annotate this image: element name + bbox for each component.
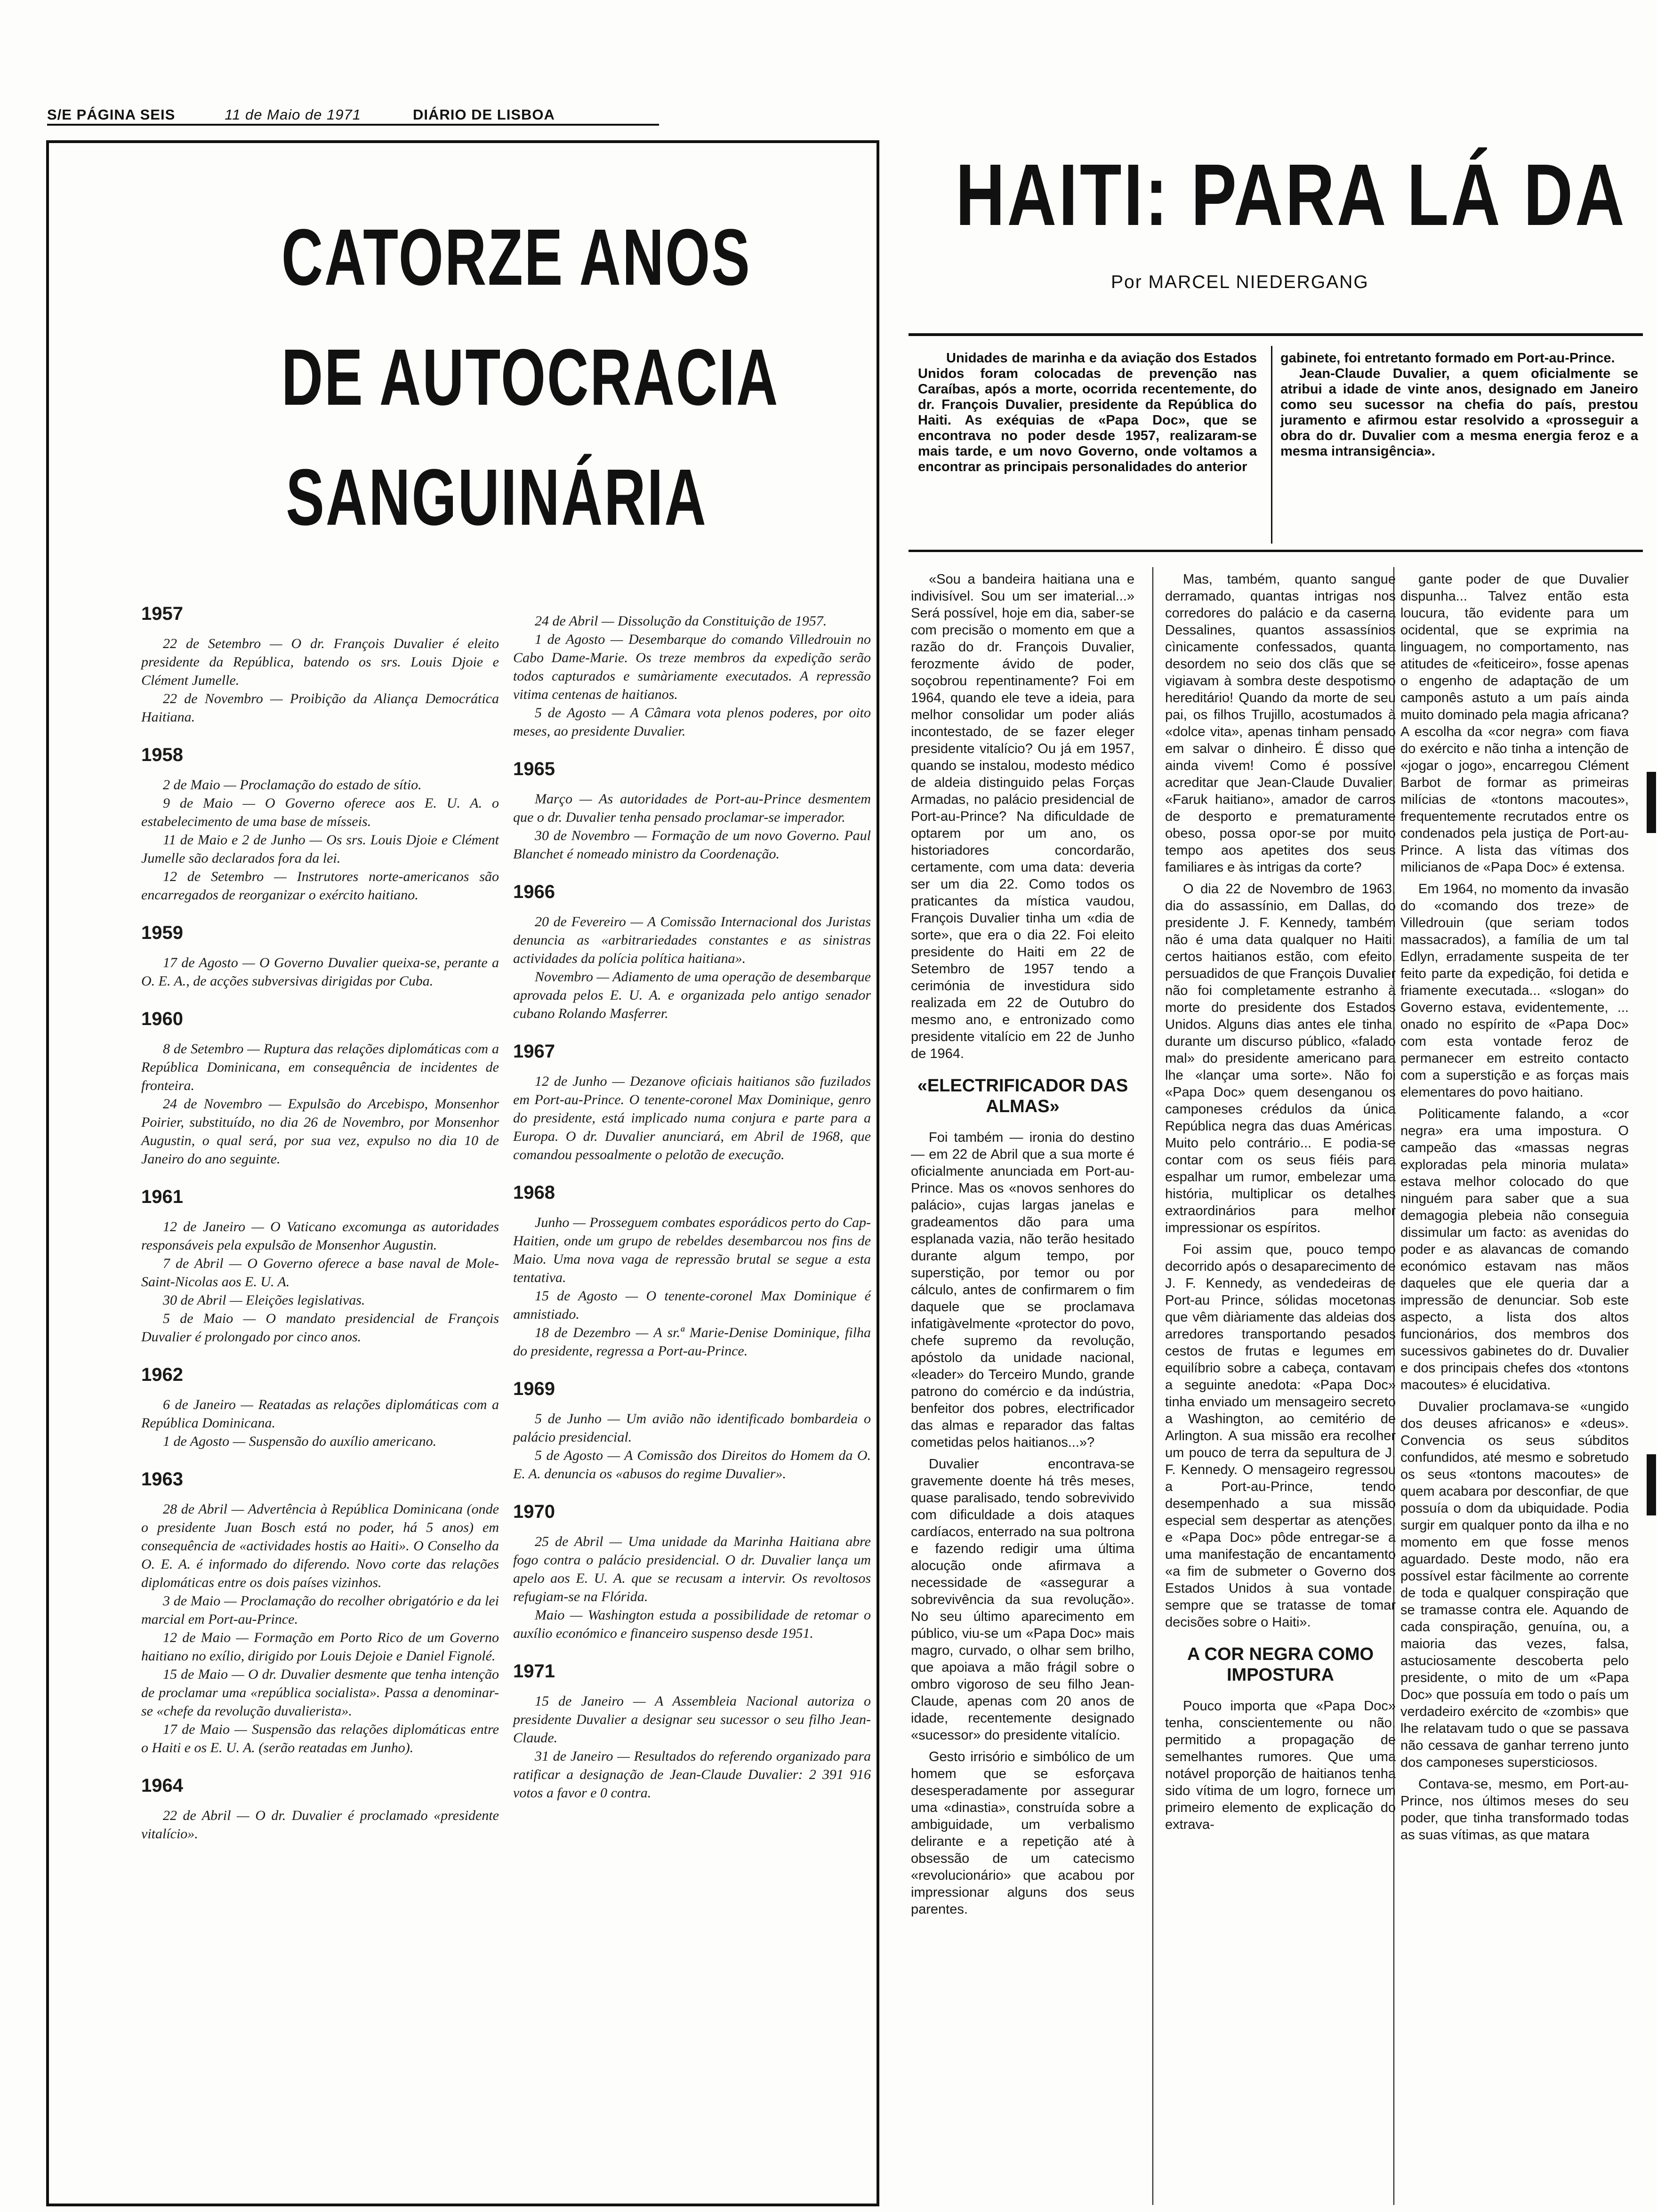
section-heading: «ELECTRIFICADOR DAS ALMAS»	[917, 1076, 1128, 1116]
lead-bottom-rule	[909, 550, 1643, 552]
chronology-entry: 12 de Junho — Dezanove oficiais haitianos são fuzilados em Port-au-Prince. O tenente-coronel Max Dominique, genro do presidente, está implicado numa conjura e parte para a Europa. O dr. Duvalier anunciará, em Abril de 1968, que comandou pessoalmente o pelotão de execução.	[513, 1074, 871, 1162]
chronology-entry: 8 de Setembro — Ruptura das relações diplomáticas com a República Dominicana, em consequência de incidentes de fronteira.	[141, 1041, 499, 1093]
chronology-entry: Maio — Washington estuda a possibilidade de retomar o auxílio económico e financeiro suspenso desde 1951.	[513, 1607, 871, 1641]
chronology-entry: 24 de Novembro — Expulsão do Arcebispo, Monsenhor Poirier, substituído, no dia 26 de Novembro, por Monsenhor Augustin, o qual será, por sua vez, expulso no dia 10 de Janeiro do ano seguinte.	[141, 1096, 499, 1167]
header-rule	[47, 124, 659, 126]
chronology-year: 1970	[513, 1501, 555, 1522]
margin-marker	[1647, 1454, 1656, 1515]
chronology-entry: 7 de Abril — O Governo oferece a base naval de Mole-Saint-Nicolas aos E. U. A.	[141, 1256, 499, 1290]
chronology-entry: 5 de Junho — Um avião não identificado bombardeia o palácio presidencial.	[513, 1411, 871, 1445]
chronology-year: 1967	[513, 1041, 555, 1062]
chronology-entry: Junho — Prosseguem combates esporádicos perto do Cap-Haitien, onde um grupo de rebeldes desembarcou nos fins de Maio. Uma nova vaga de repressão brutal se segue a esta tentativa.	[513, 1215, 871, 1285]
chronology-year: 1964	[141, 1775, 183, 1796]
body-paragraph: Duvalier proclamava-se «ungido dos deuses africanos» e «deus». Convencia os seus súbditos confundidos, até mesmo e sobretudo os seus «tontons macoutes» de quem acabara por desconfiar, de que possuía o dom da ubiquidade. Podia surgir em qualquer ponto da ilha e no momento em que fosse menos aguardado. Deste modo, não era possível estar fàcilmente ao corrente de toda e qualquer conspiração que se tramasse contra ele. Aquando de cada conspiração, genuína, ou, a maioria das vezes, falsa, astuciosamente descoberta pelo presidente, o mito de um «Papa Doc» que possuía em todo o país um verdadeiro exército de «zombis» que lhe relatavam tudo o que se passava não cessava de ganhar terreno junto dos camponeses supersticiosos.	[1400, 1399, 1629, 1770]
chronology-entry: 24 de Abril — Dissolução da Constituição de 1957.	[535, 613, 827, 629]
body-paragraph: Politicamente falando, a «cor negra» era uma impostura. O campeão das «massas negras exploradas pela minoria mulata» estava melhor colocado do que ninguém para saber que a sua demagogia plebeia não conseguia dissimular um facto: as avenidas do poder e as alavancas de comando económico estavam nas mãos daqueles que ele queria dar a impressão de denunciar. Sob este aspecto, a lista dos altos funcionários, dos membros dos sucessivos gabinetes do dr. Duvalier e dos principais chefes dos «tontons macoutes» é elucidativa.	[1400, 1106, 1629, 1393]
chronology-year: 1961	[141, 1186, 183, 1207]
lead-column-rule	[1271, 346, 1272, 544]
lead-text: Jean-Claude Duvalier, a quem oficialmente se atribui a idade de vinte anos, designado em Janeiro como seu sucessor na chefia do país, prestou juramento e afirmou estar resolvido a «prosseguir a obra do dr. Duvalier com a mesma energia feroz e a mesma intransigência».	[1280, 366, 1638, 459]
chronology-entry: 6 de Janeiro — Reatadas as relações diplomáticas com a República Dominicana.	[141, 1397, 499, 1431]
chronology-year: 1969	[513, 1378, 555, 1399]
chronology-entry: 22 de Setembro — O dr. François Duvalier é eleito presidente da República, batendo os srs. Louis Djoie e Clément Jumelle.	[141, 636, 499, 688]
right-article-title: HAITI: PARA LÁ DA	[956, 146, 1627, 244]
chronology-entry: 9 de Maio — O Governo oferece aos E. U. A. o estabelecimento de uma base de mísseis.	[141, 795, 499, 829]
chronology-entry: 30 de Novembro — Formação de um novo Governo. Paul Blanchet é nomeado ministro da Coordenação.	[513, 828, 871, 862]
chronology-entry: 1 de Agosto — Suspensão do auxílio americano.	[163, 1434, 437, 1449]
body-column-3	[1400, 571, 1629, 1843]
title-line: SANGUINÁRIA	[286, 453, 708, 542]
body-paragraph: «Sou a bandeira haitiana una e indivisível. Sou um ser imaterial...» Será possível, hoje em dia, saber-se com precisão o momento em que a razão do dr. François Duvalier, ferozmente ávido de poder, soçobrou repentinamente? Foi em 1964, quando ele teve a ideia, para melhor consolidar um poder aliás incontestado, de se fazer eleger presidente vitalício? Ou já em 1957, quando se instalou, modesto médico de aldeia distinguido pelas Forças Armadas, no palácio presidencial de Port-au-Prince? Na dificuldade de optarem por um ano, os historiadores concordarão, certamente, com uma data: deveria ser um dia 22. Como todos os praticantes da mística vaudou, François Duvalier tinha um «dia de sorte», que era o dia 22. Foi eleito presidente do Haiti em 22 de Setembro de 1957 tendo a cerimónia de investidura sido realizada em 22 de Outubro do mesmo ano, e entronizado como presidente vitalício em 22 de Junho de 1964.	[911, 572, 1134, 1061]
body-paragraph: gante poder de que Duvalier dispunha... Talvez então esta loucura, tão evidente para um ocidental, que se exprimia na linguagem, no comportamento, nas atitudes de «feiticeiro», fosse apenas o engenho de adaptação de um camponês astuto a um país ainda muito dominado pela magia africana? A escolha da «cor negra» com fiava do exército e não tinha a intenção de «jogar o jogo», encarregou Clément Barbot de formar as primeiras milícias de «tontons macoutes», frequentemente recrutados entre os condenados pela justiça de Port-au-Prince. A lista das vítimas dos milicianos de «Papa Doc» é extensa.	[1400, 572, 1629, 875]
chronology-entry: 30 de Abril — Eleições legislativas.	[163, 1292, 365, 1308]
chronology-entry: 17 de Agosto — O Governo Duvalier queixa-se, perante a O. E. A., de acções subversivas dirigidas por Cuba.	[141, 955, 499, 989]
chronology-entry: 18 de Dezembro — A sr.ª Marie-Denise Dominique, filha do presidente, regressa a Port-au-Prince.	[513, 1325, 871, 1359]
chronology-entry: 5 de Maio — O mandato presidencial de François Duvalier é prolongado por cinco anos.	[141, 1311, 499, 1345]
chronology-column-2	[513, 612, 871, 1802]
chronology-entry: 22 de Abril — O dr. Duvalier é proclamado «presidente vitalício».	[141, 1808, 499, 1842]
chronology-year: 1965	[513, 759, 555, 779]
body-paragraph: O dia 22 de Novembro de 1963, dia do assassínio, em Dallas, do presidente J. F. Kennedy, também não é uma data qualquer no Haiti: certos haitianos estão, com efeito, persuadidos de que François Duvalier não foi completamente estranho à morte do presidente dos Estados Unidos. Alguns dias antes ele tinha, durante um discurso público, «falado mal» do presidente americano para lhe «lançar uma sorte». Não foi «Papa Doc» quem desenganou os camponeses crédulos da única República negra das duas Américas. Muito pelo contrário... E podia-se contar com os seus fiéis para espalhar um rumor, embelezar uma história, multiplicar os detalhes extraordinários para melhor impressionar os espíritos.	[1165, 882, 1396, 1235]
left-article-title	[281, 198, 780, 558]
chronology-entry: 11 de Maio e 2 de Junho — Os srs. Louis Djoie e Clément Jumelle são declarados fora da lei.	[141, 832, 499, 866]
body-paragraph: Pouco importa que «Papa Doc» tenha, conscientemente ou não, permitido a propagação de semelhantes rumores. Que uma notável proporção de haitianos tenha sido vítima de um logro, fornece um primeiro elemento de explicação do extrava-	[1165, 1699, 1396, 1832]
chronology-entry: 3 de Maio — Proclamação do recolher obrigatório e da lei marcial em Port-au-Prince.	[141, 1593, 499, 1627]
body-paragraph: Mas, também, quanto sangue derramado, quantas intrigas nos corredores do palácio e da caserna Dessalines, quantos assassínios cìnicamente confessados, quanta desordem no seio dos clãs que se vigiavam à sombra deste despotismo hereditário! Quando da morte de seu pai, os filhos Trujillo, acostumados à «dolce vita», apenas tinham pensado em salvar o dinheiro. É disso que ainda vivem! Como é possível acreditar que Jean-Claude Duvalier, «Faruk haitiano», amador de carros de desporto e prematuramente obeso, possa opor-se por muito tempo aos apetites dos seus familiares e às intrigas da corte?	[1165, 572, 1396, 875]
body-paragraph: Em 1964, no momento da invasão do «comando dos treze» de Villedrouin (que seriam todos massacrados), a família de um tal Edlyn, erradamente suspeita de ter feito parte da expedição, foi detida e friamente executada... «slogan» do Governo estava, evidentemente, ... onado no espírito de «Papa Doc» com esta vontade feroz de permanecer em estreito contacto com a superstição e as forças mais elementares do povo haitiano.	[1400, 882, 1629, 1100]
byline: Por MARCEL NIEDERGANG	[1111, 272, 1369, 292]
chronology-entry: 31 de Janeiro — Resultados do referendo organizado para ratificar a designação de Jean-Claude Duvalier: 2 391 916 votos a favor e 0 contra.	[513, 1748, 871, 1801]
chronology-entry: 15 de Agosto — O tenente-coronel Max Dominique é amnistiado.	[513, 1288, 871, 1322]
chronology-year: 1958	[141, 745, 183, 765]
chronology-entry: 5 de Agosto — A Comissão dos Direitos do Homem da O. E. A. denuncia os «abusos do regime Duvalier».	[513, 1448, 871, 1482]
chronology-entry: 25 de Abril — Uma unidade da Marinha Haitiana abre fogo contra o palácio presidencial. O dr. Duvalier lança um apelo aos E. U. A. que se recusam a intervir. Os revoltosos refugiam-se na Flórida.	[513, 1534, 871, 1604]
chronology-year: 1963	[141, 1469, 183, 1490]
body-paragraph: Contava-se, mesmo, em Port-au-Prince, nos últimos meses do seu poder, que tinha transformado todas as suas vítimas, as que matara	[1400, 1777, 1629, 1843]
chronology-entry: 28 de Abril — Advertência à República Dominicana (onde o presidente Juan Bosch está no poder, há 5 anos) em consequência de «actividades hostis ao Haiti». O Conselho da O. E. A. é informado do diferendo. Novo corte das relações diplomáticas entre os dois países vizinhos.	[141, 1501, 499, 1590]
newspaper-name: DIÁRIO DE LISBOA	[413, 106, 555, 123]
body-column-1	[911, 571, 1134, 1918]
body-paragraph: Duvalier encontrava-se gravemente doente há três meses, quase paralisado, tendo sobrevivido com dificuldade a dois ataques cardíacos, enterrado na sua poltrona e fazendo redigir uma última alocução onde afirmava a necessidade de «assegurar a sobrevivência da sua revolução». No seu último aparecimento em público, viu-se um «Papa Doc» mais magro, curvado, o olhar sem brilho, que apoiava a mão frágil sobre o ombro vigoroso de seu filho Jean-Claude, apenas com 20 anos de idade, recentemente designado «sucessor» do presidente vitalício.	[911, 1457, 1134, 1743]
chronology-entry: 2 de Maio — Proclamação do estado de sítio.	[163, 777, 422, 793]
lead-continuation	[1280, 351, 1638, 459]
page-label: S/E PÁGINA SEIS	[47, 106, 176, 123]
chronology-entry: 12 de Setembro — Instrutores norte-americanos são encarregados de reorganizar o exército haitiano.	[141, 869, 499, 903]
lead-paragraph: Unidades de marinha e da aviação dos Estados Unidos foram colocadas de prevenção nas Caraíbas, após a morte, ocorrida recentemente, do dr. François Duvalier, presidente da República do Haiti. As exéquias de «Papa Doc», que se encontrava no poder desde 1957, realizaram-se mais tarde, e um novo Governo, onde voltamos a encontrar as principais personalidades do anterior	[918, 351, 1257, 474]
page-header	[47, 106, 654, 123]
chronology-year: 1962	[141, 1364, 183, 1385]
chronology-entry: 22 de Novembro — Proibição da Aliança Democrática Haitiana.	[141, 691, 499, 725]
chronology-entry: 17 de Maio — Suspensão das relações diplomáticas entre o Haiti e os E. U. A. (serão reatadas em Junho).	[141, 1722, 499, 1755]
title-line: DE AUTOCRACIA	[281, 333, 780, 422]
margin-marker	[1647, 772, 1656, 833]
chronology-year: 1971	[513, 1661, 555, 1682]
chronology-year: 1960	[141, 1009, 183, 1029]
title-line: CATORZE ANOS	[281, 213, 751, 302]
chronology-entry: 15 de Janeiro — A Assembleia Nacional autoriza o presidente Duvalier a designar seu sucessor o seu filho Jean-Claude.	[513, 1693, 871, 1746]
chronology-entry: 1 de Agosto — Desembarque do comando Villedrouin no Cabo Dame-Marie. Os treze membros da expedição serão todos capturados e sumàriamente executados. A repressão vitima centenas de haitianos.	[513, 632, 871, 702]
chronology-year: 1959	[141, 922, 183, 943]
section-heading: A COR NEGRA COMO IMPOSTURA	[1187, 1644, 1374, 1685]
body-paragraph: Gesto irrisório e simbólico de um homem que se esforçava desesperadamente por assegurar uma «dinastia», construída sobre a ambiguidade, um verbalismo delirante e a repetição até à obsessão de um catecismo «revolucionário» que acabou por impressionar alguns dos seus parentes.	[911, 1749, 1134, 1917]
chronology-entry: 15 de Maio — O dr. Duvalier desmente que tenha intenção de proclamar uma «república socialista». Passa a denominar-se «chefe da revolução duvalierista».	[141, 1667, 499, 1719]
lead-top-rule	[909, 333, 1643, 336]
chronology-entry: 12 de Janeiro — O Vaticano excomunga as autoridades responsáveis pela expulsão de Monsenhor Augustin.	[141, 1219, 499, 1253]
chronology-entry: 20 de Fevereiro — A Comissão Internacional dos Juristas denuncia as «arbitrariedades constantes e as sinistras actividades da polícia política haitiana».	[513, 914, 871, 966]
chronology-entry: Março — As autoridades de Port-au-Prince desmentem que o dr. Duvalier tenha pensado proclamar-se imperador.	[513, 791, 871, 825]
chronology-year: 1957	[141, 603, 183, 624]
lead-text: gabinete, foi entretanto formado em Port-au-Prince.	[1280, 351, 1615, 366]
chronology-year: 1966	[513, 882, 555, 902]
body-paragraph: Foi assim que, pouco tempo decorrido após o desaparecimento de J. F. Kennedy, as vendedeiras de Port-au Prince, sólidas mocetonas que vêm diàriamente das aldeias dos arredores transportando pesados cestos de frutas e legumes em equilíbrio sobre a cabeça, contavam a seguinte anedota: «Papa Doc» tinha enviado um mensageiro secreto a Washington, ao cemitério de Arlington. A sua missão era recolher um pouco de terra da sepultura de J. F. Kennedy. O mensageiro regressou a Port-au-Prince, tendo desempenhado a sua missão especial sem despertar as atenções, e «Papa Doc» pôde entregar-se a uma manifestação de encantamento «a fim de submeter o Governo dos Estados Unidos à sua vontade, sempre que se tratasse de tomar decisões sobre o Haiti».	[1165, 1242, 1396, 1630]
chronology-year: 1968	[513, 1182, 555, 1203]
body-paragraph: Foi também — ironia do destino — em 22 de Abril que a sua morte é oficialmente anunciada em Port-au-Prince. Mas os «novos senhores do palácio», cujas largas janelas e gradeamentos dão para uma esplanada vazia, não terão hesitado durante algum tempo, por superstição, por temor ou por cálculo, antes de confirmarem o fim daquele que se proclamava infatigàvelmente «protector do povo, chefe supremo da revolução, apóstolo da unidade nacional, «leader» do Terceiro Mundo, grande patrono do comércio e da indústria, benfeitor dos pobres, electrificador das almas e reparador das faltas cometidas pelos haitianos...»?	[911, 1130, 1134, 1450]
chronology-entry: Novembro — Adiamento de uma operação de desembarque aprovada pelos E. U. A. e organizada pelo antigo senador cubano Rolando Masferrer.	[513, 969, 871, 1021]
chronology-column-1	[141, 605, 499, 1843]
column-rule	[1152, 567, 1153, 2205]
chronology-entry: 5 de Agosto — A Câmara vota plenos poderes, por oito meses, ao presidente Duvalier.	[513, 705, 871, 739]
chronology-entry: 12 de Maio — Formação em Porto Rico de um Governo haitiano no exílio, dirigido por Louis Dejoie e Daniel Fignolé.	[141, 1630, 499, 1664]
issue-date: 11 de Maio de 1971	[225, 106, 361, 123]
body-column-2	[1165, 571, 1396, 1833]
